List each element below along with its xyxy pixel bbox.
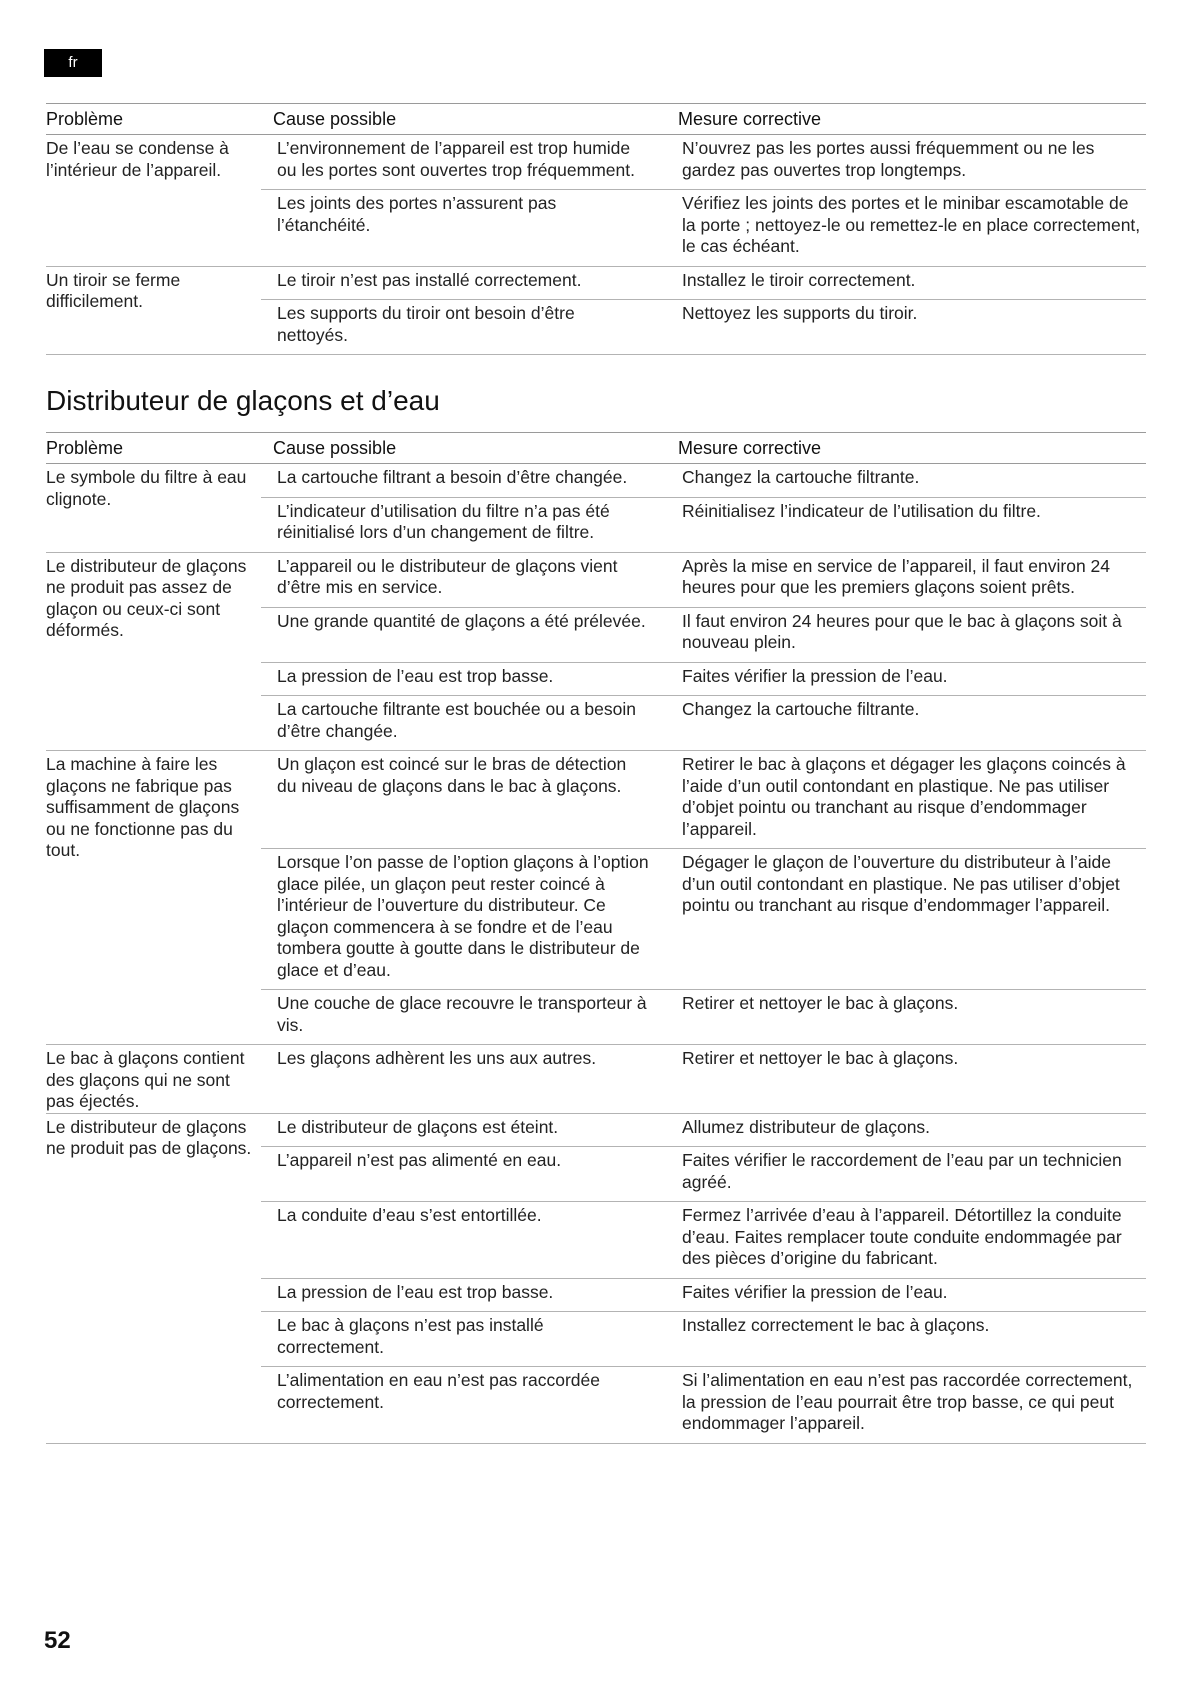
cause-cell: Une couche de glace recouvre le transporteur à vis. (277, 993, 647, 1035)
problem-cell: Le distributeur de glaçons ne produit pas assez de glaçon ou ceux-ci sont déformés. (46, 555, 247, 640)
cause-cell: Les glaçons adhèrent les uns aux autres. (277, 1048, 597, 1068)
fix-cell: Si l’alimentation en eau n’est pas raccordée correctement, la pression de l’eau pourrait être trop basse, ce qui peut endommager l’appareil. (682, 1370, 1133, 1433)
cause-cell: Une grande quantité de glaçons a été prélevée. (277, 610, 646, 631)
problem-group (46, 1114, 1146, 1444)
troubleshooting-table-ice-water (46, 432, 1146, 1444)
cause-cell: Le bac à glaçons n’est pas installé correctement. (277, 1315, 544, 1357)
table-row (261, 299, 1146, 354)
cause-cell: Lorsque l’on passe de l’option glaçons à l’option glace pilée, un glaçon peut rester coincé à l’intérieur de l’ouverture du distributeur. Ce glaçon commencera à se fondre et de l’eau tombera goutte à goutte dans le distributeur de glace et d’eau. (277, 852, 649, 980)
cause-cell: L’alimentation en eau n’est pas raccordée correctement. (277, 1370, 600, 1412)
table-row (261, 135, 1146, 189)
table-row (261, 497, 1146, 552)
cause-cell: L’environnement de l’appareil est trop humide ou les portes sont ouvertes trop fréquemment. (277, 138, 635, 180)
table-body (46, 464, 1146, 1444)
problem-cell: Un tiroir se ferme difficilement. (46, 269, 181, 311)
language-badge: fr (44, 49, 102, 77)
fix-cell: Faites vérifier la pression de l’eau. (682, 1281, 948, 1302)
fix-cell: Retirer le bac à glaçons et dégager les glaçons coincés à l’aide d’un outil contondant en plastique. Ne pas utiliser d’objet pointu ou tranchant au risque d’endommager l’appareil. (682, 754, 1126, 839)
fix-cell: Retirer et nettoyer le bac à glaçons. (682, 1048, 959, 1068)
problem-cell: La machine à faire les glaçons ne fabrique pas suffisamment de glaçons ou ne fonctionne pas du tout. (46, 754, 240, 860)
header-cause: Cause possible (273, 109, 397, 129)
problem-group (46, 751, 1146, 1045)
table-row (261, 189, 1146, 266)
table-row (261, 1278, 1146, 1312)
table-row (261, 1366, 1146, 1443)
problem-group (46, 135, 1146, 267)
fix-cell: Il faut environ 24 heures pour que le bac à glaçons soit à nouveau plein. (682, 610, 1122, 652)
table-row (261, 662, 1146, 696)
table-row (261, 1045, 1146, 1078)
table-row (261, 751, 1146, 848)
header-cause: Cause possible (273, 438, 397, 458)
fix-cell: Changez la cartouche filtrante. (682, 467, 920, 487)
header-fix: Mesure corrective (678, 109, 822, 129)
cause-cell: La pression de l’eau est trop basse. (277, 1281, 554, 1302)
table-row (261, 553, 1146, 607)
cause-cell: La cartouche filtrante est bouchée ou a besoin d’être changée. (277, 699, 636, 741)
cause-cell: La conduite d’eau s’est entortillée. (277, 1205, 542, 1225)
fix-cell: Allumez distributeur de glaçons. (682, 1116, 931, 1137)
fix-cell: Changez la cartouche filtrante. (682, 699, 920, 719)
table-row (261, 1201, 1146, 1278)
fix-cell: Réinitialisez l’indicateur de l’utilisation du filtre. (682, 500, 1041, 521)
table-body (46, 135, 1146, 355)
cause-cell: La pression de l’eau est trop basse. (277, 665, 554, 686)
fix-cell: Fermez l’arrivée d’eau à l’appareil. Détortillez la conduite d’eau. Faites remplacer toute conduite endommagée par des pièces d’origine du fabricant. (682, 1205, 1122, 1268)
page-number: 52 (44, 1627, 71, 1654)
fix-cell: Dégager le glaçon de l’ouverture du distributeur à l’aide d’un outil contondant en plastique. Ne pas utiliser d’objet pointu ou tranchant au risque d’endommager l’appareil. (682, 852, 1120, 915)
header-problem: Problème (46, 109, 124, 129)
fix-cell: Retirer et nettoyer le bac à glaçons. (682, 993, 959, 1013)
cause-cell: Un glaçon est coincé sur le bras de détection du niveau de glaçons dans le bac à glaçons. (277, 754, 627, 796)
problem-cell: Le symbole du filtre à eau clignote. (46, 467, 247, 509)
table-row (261, 989, 1146, 1044)
fix-cell: Installez correctement le bac à glaçons. (682, 1315, 990, 1335)
section-title: Distributeur de glaçons et d’eau (46, 385, 440, 416)
fix-cell: Faites vérifier la pression de l’eau. (682, 665, 948, 686)
problem-group (46, 464, 1146, 553)
cause-cell: L’appareil ou le distributeur de glaçons vient d’être mis en service. (277, 555, 618, 597)
fix-cell: N’ouvrez pas les portes aussi fréquemment ou ne les gardez pas ouvertes trop longtemps. (682, 138, 1095, 180)
cause-cell: Les joints des portes n’assurent pas l’étanchéité. (277, 193, 557, 235)
fix-cell: Nettoyez les supports du tiroir. (682, 303, 918, 323)
cause-cell: Les supports du tiroir ont besoin d’être nettoyés. (277, 303, 575, 345)
table-header (46, 103, 1146, 135)
fix-cell: Installez le tiroir correctement. (682, 269, 916, 290)
problem-group (46, 1045, 1146, 1114)
fix-cell: Faites vérifier le raccordement de l’eau par un technicien agréé. (682, 1150, 1122, 1192)
table-row (261, 1146, 1146, 1201)
table-row (261, 848, 1146, 989)
cause-cell: L’appareil n’est pas alimenté en eau. (277, 1150, 562, 1170)
fix-cell: Après la mise en service de l’appareil, il faut environ 24 heures pour que les premiers glaçons soient prêts. (682, 555, 1110, 597)
table-row (261, 607, 1146, 662)
cause-cell: Le tiroir n’est pas installé correctement. (277, 269, 582, 290)
troubleshooting-table-condensation (46, 103, 1146, 355)
header-problem: Problème (46, 438, 124, 458)
problem-cell: De l’eau se condense à l’intérieur de l’appareil. (46, 138, 229, 180)
table-row (261, 1311, 1146, 1366)
problem-group (46, 553, 1146, 752)
problem-group (46, 267, 1146, 356)
problem-cell: Le distributeur de glaçons ne produit pas de glaçons. (46, 1116, 252, 1158)
table-row (261, 695, 1146, 750)
table-header (46, 432, 1146, 464)
header-fix: Mesure corrective (678, 438, 822, 458)
problem-cell: Le bac à glaçons contient des glaçons qui ne sont pas éjectés. (46, 1048, 245, 1111)
table-row (261, 1114, 1146, 1147)
cause-cell: La cartouche filtrant a besoin d’être changée. (277, 467, 628, 487)
fix-cell: Vérifiez les joints des portes et le minibar escamotable de la porte ; nettoyez-le ou remettez-le en place correctement, le cas échéant. (682, 193, 1141, 256)
cause-cell: L’indicateur d’utilisation du filtre n’a pas été réinitialisé lors d’un changement de filtre. (277, 500, 610, 542)
table-row (261, 267, 1146, 300)
cause-cell: Le distributeur de glaçons est éteint. (277, 1116, 559, 1137)
table-row (261, 464, 1146, 497)
